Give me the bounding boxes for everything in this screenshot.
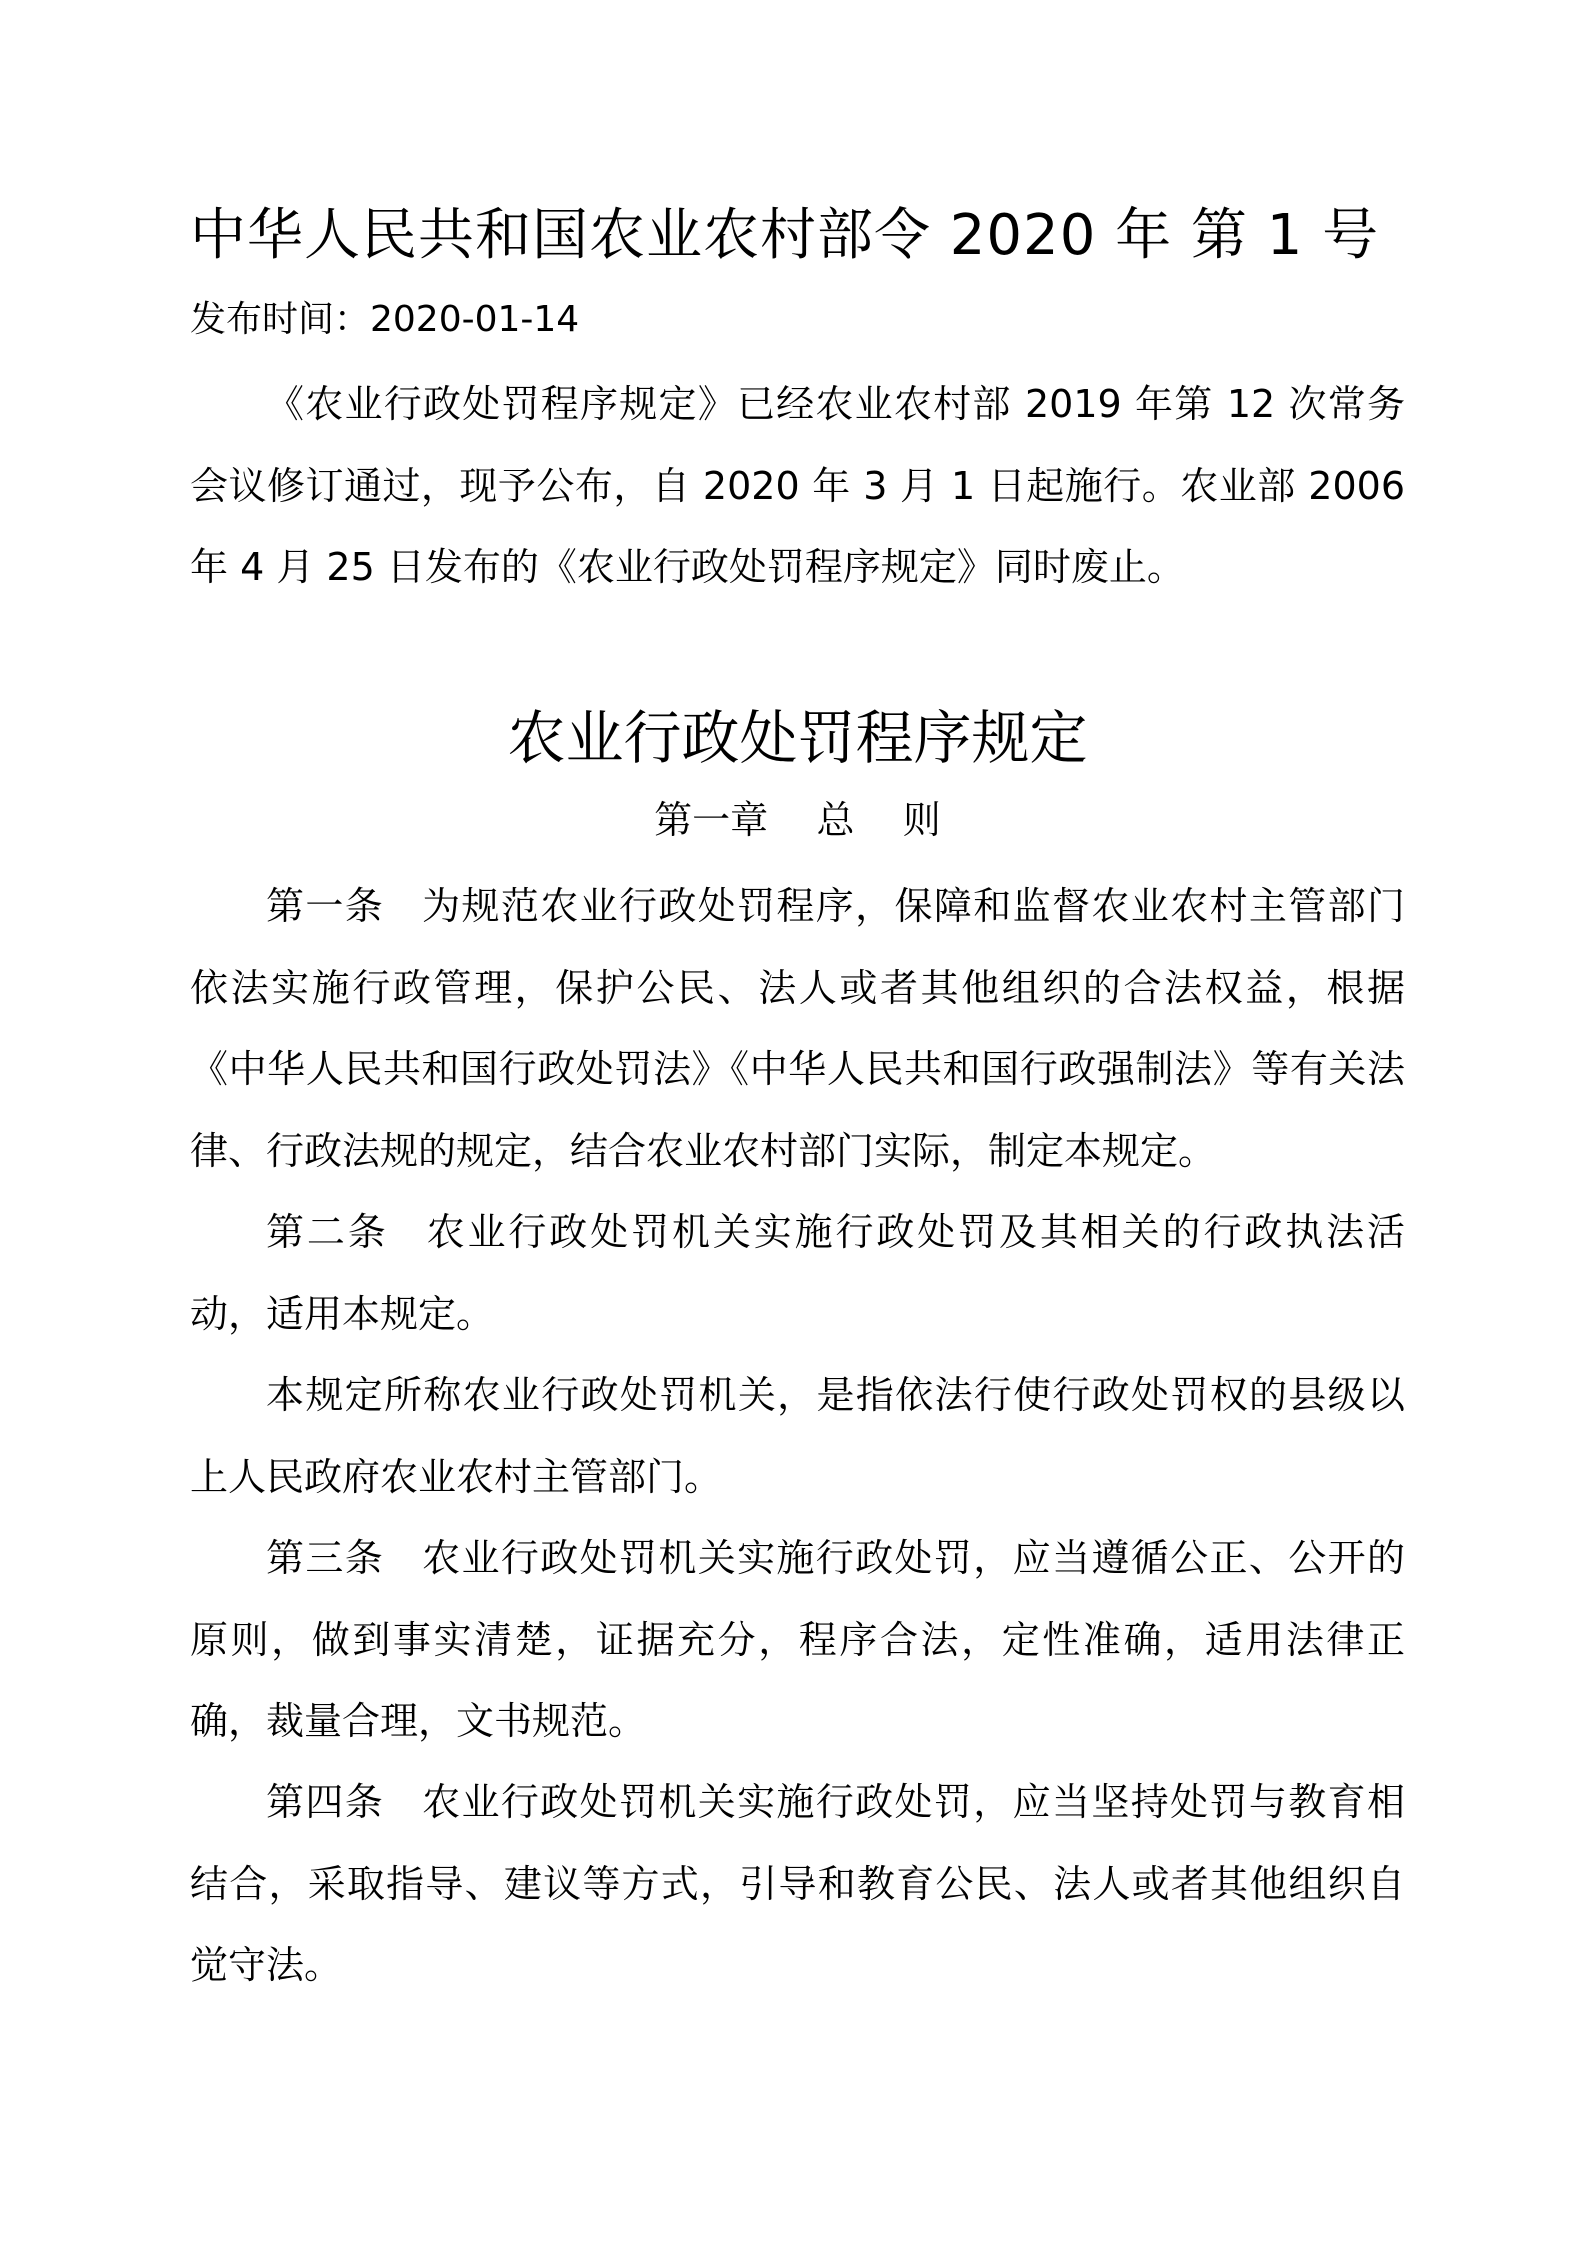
article-label: 第四条 [266,1780,385,1824]
document-title: 农业行政处罚程序规定 [507,704,1088,772]
intro-paragraph: 《农业行政处罚程序规定》已经农业农村部 2019 年第 12 次常务会议修订通过，现予公布，自 2020 年 3 月 1 日起施行。农业部 2006 年 4 月 25 日发布的《农业行政处罚程序规定》同时废止。 [190,382,1405,589]
chapter-heading: 第一章 总 则 [654,798,941,842]
document-page [190,0,1405,2245]
article-label: 第一条 [266,884,385,928]
article-text: 为规范农业行政处罚程序，保障和监督农业农村主管部门依法实施行政管理，保护公民、法人或者其他组织的合法权益，根据《中华人民共和国行政处罚法》《中华人民共和国行政强制法》等有关法律、行政法规的规定，结合农业农村部门实际，制定本规定。 [190,884,1405,1173]
article-label: 第二条 [266,1210,389,1254]
article-2 [190,1192,1405,1355]
article-text: 农业行政处罚机关实施行政处罚及其相关的行政执法活动，适用本规定。 [190,1210,1405,1336]
order-title: 中华人民共和国农业农村部令 2020 年 第 1 号 [190,203,1380,268]
article-3 [190,1518,1405,1763]
article-1 [190,866,1405,1192]
article-text: 农业行政处罚机关实施行政处罚，应当坚持处罚与教育相结合，采取指导、建议等方式，引导和教育公民、法人或者其他组织自觉守法。 [190,1780,1405,1987]
article-4 [190,1762,1405,2007]
publish-date: 发布时间：2020-01-14 [190,299,580,340]
article-text: 农业行政处罚机关实施行政处罚，应当遵循公正、公开的原则，做到事实清楚，证据充分，程序合法，定性准确，适用法律正确，裁量合理，文书规范。 [190,1536,1405,1743]
article-label: 第三条 [266,1536,385,1580]
article-2-paragraph-2: 本规定所称农业行政处罚机关，是指依法行使行政处罚权的县级以上人民政府农业农村主管部门。 [190,1373,1405,1499]
